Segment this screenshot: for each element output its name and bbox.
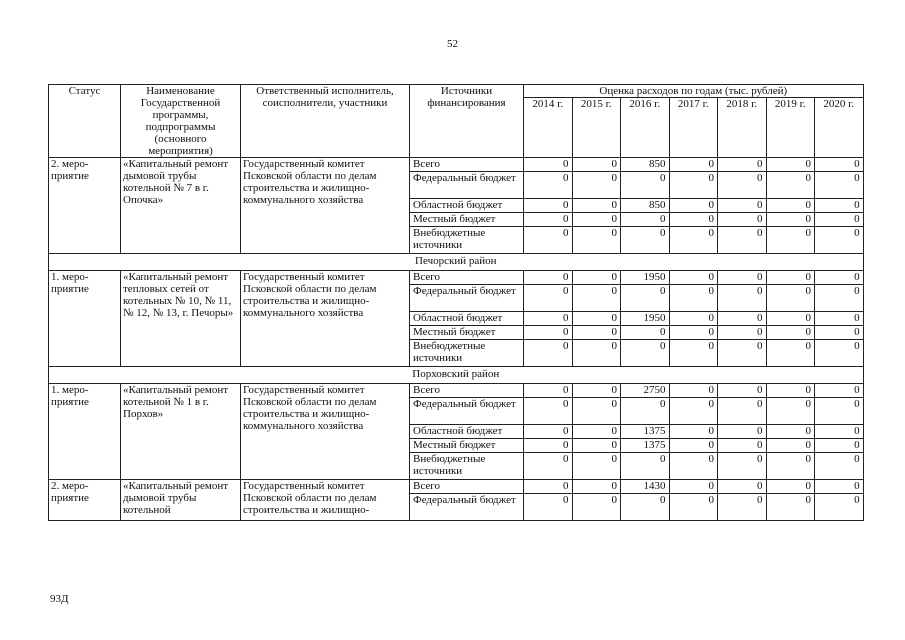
amount-cell: 0 [621,326,670,340]
funding-source-cell: Областной бюджет [410,425,524,439]
amount-cell: 0 [572,213,621,227]
district-row [49,254,864,271]
amount-cell: 0 [524,398,573,425]
header-year: 2015 г. [572,98,621,158]
amount-cell: 0 [669,480,718,494]
amount-cell: 0 [524,453,573,480]
amount-cell: 850 [621,199,670,213]
program-name-cell: «Капитальный ремонт дымовой трубы котельной № 7 в г. Опочка» [121,158,241,254]
amount-cell: 0 [621,227,670,254]
amount-cell: 0 [718,285,767,312]
amount-cell: 0 [669,453,718,480]
amount-cell: 0 [669,425,718,439]
amount-cell: 0 [718,453,767,480]
amount-cell: 0 [718,340,767,367]
amount-cell: 0 [669,285,718,312]
amount-cell: 0 [524,480,573,494]
amount-cell: 0 [572,340,621,367]
funding-source-cell: Федеральный бюджет [410,398,524,425]
amount-cell: 0 [815,199,864,213]
amount-cell: 0 [572,439,621,453]
amount-cell: 0 [815,425,864,439]
amount-cell: 0 [815,271,864,285]
amount-cell: 0 [766,199,815,213]
header-year: 2016 г. [621,98,670,158]
amount-cell: 0 [572,227,621,254]
amount-cell: 0 [524,494,573,521]
amount-cell: 0 [766,285,815,312]
amount-cell: 0 [766,158,815,172]
amount-cell: 0 [766,213,815,227]
page-number: 52 [447,38,458,50]
amount-cell: 0 [718,439,767,453]
amount-cell: 0 [718,158,767,172]
amount-cell: 0 [572,199,621,213]
amount-cell: 0 [815,213,864,227]
amount-cell: 0 [572,494,621,521]
header-sources: Источники финансирования [410,85,524,158]
amount-cell: 0 [524,172,573,199]
funding-source-cell: Внебюджетные источники [410,227,524,254]
amount-cell: 0 [718,172,767,199]
amount-cell: 0 [669,199,718,213]
amount-cell: 0 [524,340,573,367]
header-year: 2017 г. [669,98,718,158]
amount-cell: 0 [524,199,573,213]
status-cell: 2. меро-приятие [49,480,121,521]
amount-cell: 0 [766,312,815,326]
amount-cell: 0 [524,425,573,439]
amount-cell: 0 [524,271,573,285]
responsible-cell: Государственный комитет Псковской области по делам строительства и жилищно-коммунального хозяйства [241,271,410,367]
funding-source-cell: Федеральный бюджет [410,285,524,312]
amount-cell: 0 [621,494,670,521]
amount-cell: 0 [669,172,718,199]
amount-cell: 0 [815,312,864,326]
amount-cell: 0 [766,172,815,199]
program-name-cell: «Капитальный ремонт котельной № 1 в г. Порхов» [121,384,241,480]
amount-cell: 0 [718,384,767,398]
header-status: Статус [49,85,121,158]
table-row [49,271,864,285]
amount-cell: 0 [718,312,767,326]
program-name-cell: «Капитальный ремонт дымовой трубы котельной [121,480,241,521]
amount-cell: 1950 [621,312,670,326]
amount-cell: 0 [524,213,573,227]
table-body [49,158,864,521]
amount-cell: 0 [572,158,621,172]
funding-source-cell: Внебюджетные источники [410,340,524,367]
amount-cell: 0 [718,398,767,425]
amount-cell: 0 [621,398,670,425]
amount-cell: 0 [718,480,767,494]
amount-cell: 0 [815,453,864,480]
header-year: 2019 г. [766,98,815,158]
amount-cell: 0 [815,172,864,199]
amount-cell: 0 [524,384,573,398]
amount-cell: 0 [718,213,767,227]
amount-cell: 0 [669,340,718,367]
amount-cell: 0 [815,398,864,425]
amount-cell: 0 [621,340,670,367]
district-name: Печорский район [49,254,864,271]
amount-cell: 0 [669,326,718,340]
amount-cell: 0 [669,384,718,398]
amount-cell: 0 [572,425,621,439]
funding-source-cell: Местный бюджет [410,213,524,227]
amount-cell: 0 [572,271,621,285]
amount-cell: 0 [718,271,767,285]
amount-cell: 0 [572,480,621,494]
amount-cell: 0 [572,172,621,199]
amount-cell: 0 [524,285,573,312]
amount-cell: 0 [815,480,864,494]
amount-cell: 0 [524,158,573,172]
funding-source-cell: Всего [410,384,524,398]
budget-table [48,84,864,521]
amount-cell: 0 [572,326,621,340]
amount-cell: 0 [669,439,718,453]
amount-cell: 0 [669,494,718,521]
amount-cell: 0 [669,271,718,285]
funding-source-cell: Всего [410,271,524,285]
amount-cell: 0 [524,439,573,453]
funding-source-cell: Областной бюджет [410,312,524,326]
responsible-cell: Государственный комитет Псковской области по делам строительства и жилищно-коммунального хозяйства [241,384,410,480]
header-estimate: Оценка расходов по годам (тыс. рублей) [524,85,864,98]
amount-cell: 850 [621,158,670,172]
footer-code: 93Д [50,593,69,605]
status-cell: 1. меро-приятие [49,384,121,480]
amount-cell: 0 [766,439,815,453]
amount-cell: 0 [669,312,718,326]
responsible-cell: Государственный комитет Псковской области по делам строительства и жилищно-коммунального хозяйства [241,158,410,254]
amount-cell: 0 [718,227,767,254]
amount-cell: 1430 [621,480,670,494]
amount-cell: 0 [766,384,815,398]
amount-cell: 0 [572,285,621,312]
amount-cell: 0 [766,271,815,285]
amount-cell: 0 [718,199,767,213]
table-row [49,158,864,172]
amount-cell: 0 [718,326,767,340]
amount-cell: 0 [524,227,573,254]
header-name: Наименование Государственной программы, подпрограммы (основного мероприятия) [121,85,241,158]
amount-cell: 0 [572,398,621,425]
amount-cell: 0 [766,227,815,254]
district-row [49,367,864,384]
district-name: Порховский район [49,367,864,384]
amount-cell: 0 [524,326,573,340]
funding-source-cell: Федеральный бюджет [410,494,524,521]
amount-cell: 0 [815,227,864,254]
header-year: 2014 г. [524,98,573,158]
status-cell: 2. меро-приятие [49,158,121,254]
amount-cell: 0 [766,453,815,480]
program-name-cell: «Капитальный ремонт тепловых сетей от котельных № 10, № 11, № 12, № 13, г. Печоры» [121,271,241,367]
amount-cell: 0 [766,494,815,521]
funding-source-cell: Местный бюджет [410,326,524,340]
amount-cell: 0 [766,425,815,439]
amount-cell: 0 [621,453,670,480]
status-cell: 1. меро-приятие [49,271,121,367]
responsible-cell: Государственный комитет Псковской области по делам строительства и жилищно- [241,480,410,521]
amount-cell: 0 [524,312,573,326]
funding-source-cell: Федеральный бюджет [410,172,524,199]
amount-cell: 0 [669,398,718,425]
amount-cell: 0 [572,384,621,398]
amount-cell: 0 [815,439,864,453]
amount-cell: 0 [572,453,621,480]
amount-cell: 0 [669,158,718,172]
amount-cell: 0 [766,480,815,494]
header-year: 2018 г. [718,98,767,158]
amount-cell: 0 [815,384,864,398]
amount-cell: 0 [718,425,767,439]
amount-cell: 0 [766,326,815,340]
amount-cell: 0 [669,213,718,227]
table-row [49,480,864,494]
amount-cell: 1950 [621,271,670,285]
funding-source-cell: Областной бюджет [410,199,524,213]
amount-cell: 0 [718,494,767,521]
amount-cell: 0 [621,213,670,227]
amount-cell: 0 [669,227,718,254]
amount-cell: 0 [766,340,815,367]
amount-cell: 0 [815,158,864,172]
amount-cell: 0 [766,398,815,425]
amount-cell: 0 [621,285,670,312]
table-row [49,384,864,398]
amount-cell: 2750 [621,384,670,398]
amount-cell: 0 [815,494,864,521]
funding-source-cell: Внебюджетные источники [410,453,524,480]
amount-cell: 0 [815,285,864,312]
funding-source-cell: Всего [410,480,524,494]
amount-cell: 1375 [621,425,670,439]
amount-cell: 0 [572,312,621,326]
funding-source-cell: Всего [410,158,524,172]
budget-table-container [48,84,863,521]
header-year: 2020 г. [815,98,864,158]
amount-cell: 0 [815,340,864,367]
header-responsible: Ответственный исполнитель, соисполнители, участники [241,85,410,158]
amount-cell: 0 [621,172,670,199]
amount-cell: 0 [815,326,864,340]
table-header [49,85,864,158]
funding-source-cell: Местный бюджет [410,439,524,453]
amount-cell: 1375 [621,439,670,453]
